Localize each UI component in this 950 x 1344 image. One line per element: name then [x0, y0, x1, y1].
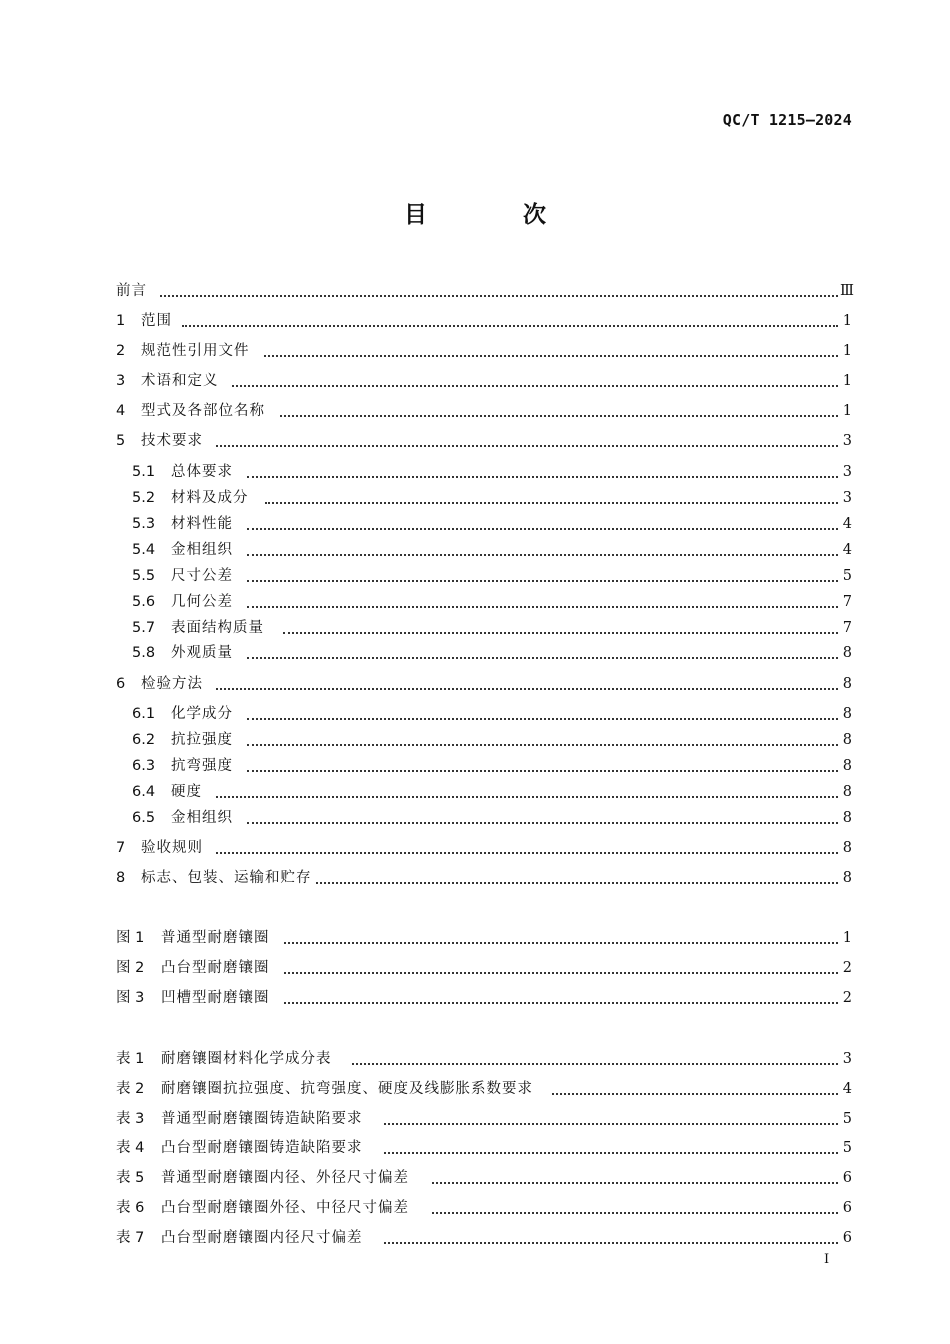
toc-entry-page: 4 [842, 542, 852, 558]
dot-leader [160, 295, 838, 297]
toc-entry-label: 化学成分 [171, 706, 233, 722]
toc-entry-page: 5 [842, 1140, 852, 1156]
dot-leader [284, 972, 838, 974]
toc-entry-page: 1 [842, 373, 852, 389]
dot-leader [384, 1123, 838, 1125]
toc-entry-label: 凸台型耐磨镶圈内径尺寸偏差 [161, 1230, 363, 1246]
standard-code: QC/T 1215—2024 [722, 111, 852, 129]
page-title: 目 次 [403, 202, 590, 228]
toc-entry[interactable] [0, 617, 950, 639]
toc-entry-label: 型式及各部位名称 [141, 403, 265, 419]
dot-leader [247, 580, 838, 582]
toc-entry-label: 普通型耐磨镶圈铸造缺陷要求 [161, 1111, 363, 1127]
dot-leader [247, 657, 838, 659]
toc-entry-page: 2 [842, 990, 852, 1006]
dot-leader [247, 718, 838, 720]
toc-entry[interactable] [0, 987, 950, 1009]
toc-entry-label: 尺寸公差 [171, 568, 233, 584]
toc-entry-page: 8 [842, 784, 852, 800]
toc-entry-label: 普通型耐磨镶圈内径、外径尺寸偏差 [161, 1170, 409, 1186]
footer-page-number: I [824, 1252, 830, 1267]
toc-entry-page: 7 [842, 594, 852, 610]
toc-entry-number: 5.5 [132, 568, 156, 584]
toc-entry[interactable] [0, 340, 950, 362]
toc-entry-page: 3 [842, 433, 852, 449]
toc-entry-page: 8 [842, 706, 852, 722]
toc-entry-page: 6 [842, 1230, 852, 1246]
toc-entry-page: 8 [842, 870, 852, 886]
dot-leader [216, 445, 838, 447]
toc-entry-number: 8 [116, 870, 126, 886]
toc-entry-number: 表 7 [116, 1230, 145, 1246]
toc-entry-number: 6.2 [132, 732, 156, 748]
toc-entry-label: 表面结构质量 [171, 620, 264, 636]
toc-entry-number: 5.1 [132, 464, 156, 480]
toc-entry[interactable] [0, 461, 950, 483]
toc-entry-number: 表 1 [116, 1051, 145, 1067]
toc-entry-label: 金相组织 [171, 542, 233, 558]
dot-leader [264, 355, 838, 357]
toc-entry[interactable] [0, 781, 950, 803]
toc-entry[interactable] [0, 487, 950, 509]
toc-entry-label: 外观质量 [171, 645, 233, 661]
toc-entry-page: 5 [842, 568, 852, 584]
toc-entry[interactable] [0, 642, 950, 664]
toc-entry-number: 表 5 [116, 1170, 145, 1186]
toc-entry-page: 3 [842, 1051, 852, 1067]
toc-entry-label: 总体要求 [171, 464, 233, 480]
toc-entry-number: 图 3 [116, 990, 145, 1006]
toc-entry-page: 1 [842, 313, 852, 329]
dot-leader [432, 1212, 838, 1214]
toc-entry-page: 5 [842, 1111, 852, 1127]
toc-entry-label: 材料及成分 [171, 490, 249, 506]
toc-entry-label: 金相组织 [171, 810, 233, 826]
toc-entry[interactable] [0, 867, 950, 889]
toc-entry-number: 表 2 [116, 1081, 145, 1097]
toc-entry-number: 6.4 [132, 784, 156, 800]
toc-entry-page: 3 [842, 490, 852, 506]
dot-leader [352, 1063, 838, 1065]
toc-entry-page: 1 [842, 343, 852, 359]
toc-entry-page: 8 [842, 645, 852, 661]
dot-leader [247, 554, 838, 556]
toc-entry-label: 技术要求 [141, 433, 203, 449]
toc-entry[interactable] [0, 370, 950, 392]
toc-entry[interactable] [0, 430, 950, 452]
toc-entry-number: 4 [116, 403, 126, 419]
toc-entry[interactable] [0, 310, 950, 332]
toc-entry-number: 6.1 [132, 706, 156, 722]
toc-entry-label: 普通型耐磨镶圈 [161, 930, 270, 946]
toc-entry-number: 6.3 [132, 758, 156, 774]
dot-leader [247, 476, 838, 478]
toc-entry-page: 2 [842, 960, 852, 976]
toc-entry-number: 表 4 [116, 1140, 145, 1156]
toc-entry-number: 5.3 [132, 516, 156, 532]
toc-entry-label: 耐磨镶圈材料化学成分表 [161, 1051, 332, 1067]
toc-entry[interactable] [0, 755, 950, 777]
toc-entry-page: 8 [842, 810, 852, 826]
toc-entry-label: 材料性能 [171, 516, 233, 532]
toc-entry[interactable] [0, 1167, 950, 1189]
dot-leader [316, 882, 838, 884]
toc-entry-label: 抗弯强度 [171, 758, 233, 774]
toc-entry[interactable] [0, 927, 950, 949]
toc-entry-label: 几何公差 [171, 594, 233, 610]
toc-entry-label: 术语和定义 [141, 373, 219, 389]
toc-entry-number: 6.5 [132, 810, 156, 826]
toc-entry-label: 凸台型耐磨镶圈铸造缺陷要求 [161, 1140, 363, 1156]
toc-entry[interactable] [0, 703, 950, 725]
toc-entry-number: 5.6 [132, 594, 156, 610]
dot-leader [247, 606, 838, 608]
toc-entry[interactable] [0, 957, 950, 979]
toc-entry-page: 4 [842, 1081, 852, 1097]
toc-entry-page: 4 [842, 516, 852, 532]
toc-entry[interactable] [0, 1197, 950, 1219]
toc-entry-number: 1 [116, 313, 126, 329]
toc-entry-page: 6 [842, 1170, 852, 1186]
toc-entry[interactable] [0, 513, 950, 535]
toc-entry[interactable] [0, 565, 950, 587]
toc-entry-number: 5.8 [132, 645, 156, 661]
dot-leader [432, 1182, 838, 1184]
toc-entry-page: 8 [842, 676, 852, 692]
toc-entry-number: 2 [116, 343, 126, 359]
toc-entry[interactable] [0, 1108, 950, 1130]
dot-leader [283, 632, 838, 634]
toc-entry-number: 表 3 [116, 1111, 145, 1127]
toc-entry[interactable] [0, 400, 950, 422]
toc-entry[interactable] [0, 837, 950, 859]
toc-entry-page: 8 [842, 758, 852, 774]
dot-leader [216, 852, 838, 854]
toc-entry-page: 8 [842, 732, 852, 748]
toc-entry[interactable] [0, 591, 950, 613]
toc-entry-page: 1 [842, 403, 852, 419]
toc-entry-number: 3 [116, 373, 126, 389]
toc-entry-label: 标志、包装、运输和贮存 [141, 870, 312, 886]
dot-leader [384, 1152, 838, 1154]
dot-leader [552, 1093, 838, 1095]
toc-entry-number: 5 [116, 433, 126, 449]
dot-leader [232, 385, 838, 387]
toc-entry-page: 8 [842, 840, 852, 856]
dot-leader [247, 528, 838, 530]
toc-entry[interactable] [0, 1078, 950, 1100]
toc-entry-label: 凹槽型耐磨镶圈 [161, 990, 270, 1006]
dot-leader [247, 822, 838, 824]
toc-entry-number: 图 2 [116, 960, 145, 976]
dot-leader [247, 770, 838, 772]
dot-leader [265, 502, 838, 504]
toc-entry-page: 1 [842, 930, 852, 946]
dot-leader [280, 415, 838, 417]
toc-entry[interactable] [0, 673, 950, 695]
toc-entry-label: 规范性引用文件 [141, 343, 250, 359]
toc-entry[interactable] [0, 729, 950, 751]
toc-entry[interactable] [0, 1227, 950, 1249]
toc-entry-number: 7 [116, 840, 126, 856]
toc-entry-label: 凸台型耐磨镶圈 [161, 960, 270, 976]
dot-leader [247, 744, 838, 746]
toc-entry-number: 5.7 [132, 620, 156, 636]
toc-entry[interactable] [0, 1048, 950, 1070]
toc-entry-number: 表 6 [116, 1200, 145, 1216]
dot-leader [182, 325, 838, 327]
toc-entry-number: 5.2 [132, 490, 156, 506]
toc-entry-label: 凸台型耐磨镶圈外径、中径尺寸偏差 [161, 1200, 409, 1216]
dot-leader [216, 796, 838, 798]
dot-leader [284, 1002, 838, 1004]
toc-entry-number: 5.4 [132, 542, 156, 558]
toc-entry-label: 耐磨镶圈抗拉强度、抗弯强度、硬度及线膨胀系数要求 [161, 1081, 533, 1097]
toc-entry-label: 范围 [141, 313, 172, 329]
toc-entry-page: 6 [842, 1200, 852, 1216]
toc-entry-label: 验收规则 [141, 840, 203, 856]
toc-entry[interactable] [0, 807, 950, 829]
toc-entry-number: 6 [116, 676, 126, 692]
toc-entry-label: 抗拉强度 [171, 732, 233, 748]
toc-entry[interactable] [0, 280, 950, 302]
toc-entry[interactable] [0, 1137, 950, 1159]
toc-entry-label: 前言 [116, 283, 147, 299]
toc-entry-number: 图 1 [116, 930, 145, 946]
toc-entry-page: Ⅲ [840, 283, 854, 299]
toc-entry-page: 7 [842, 620, 852, 636]
toc-entry-page: 3 [842, 464, 852, 480]
toc-entry-label: 硬度 [171, 784, 202, 800]
toc-entry[interactable] [0, 539, 950, 561]
toc-entry-label: 检验方法 [141, 676, 203, 692]
dot-leader [284, 942, 838, 944]
dot-leader [216, 688, 838, 690]
dot-leader [384, 1242, 838, 1244]
